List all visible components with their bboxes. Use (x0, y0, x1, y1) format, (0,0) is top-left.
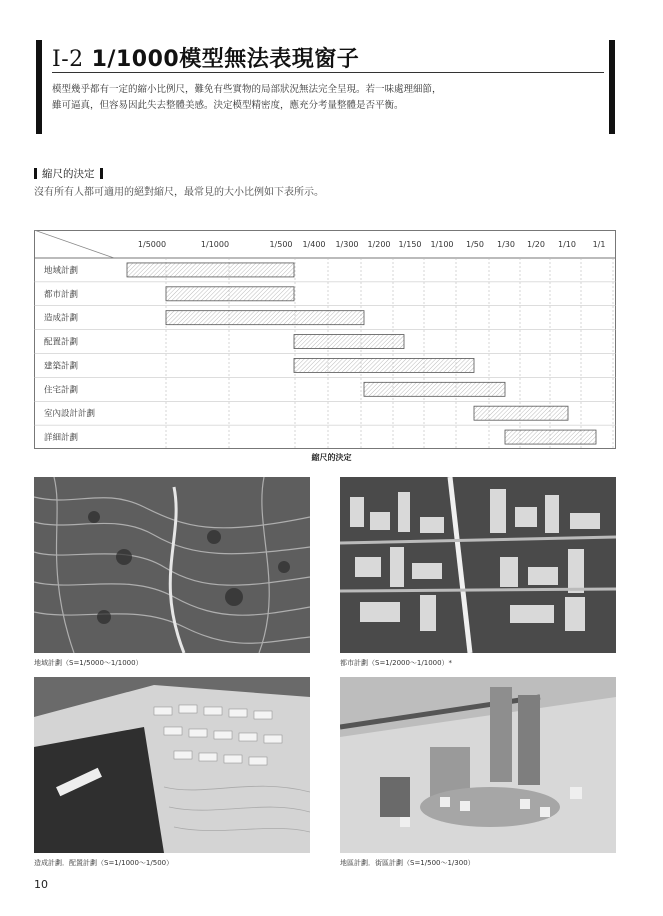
intro-line-1: 模型幾乎都有一定的縮小比例尺，難免有些實物的局部狀況無法完全呈現。若一味處理細節， (52, 84, 442, 95)
scale-header: 1/50 (466, 240, 484, 249)
range-bar (294, 358, 474, 372)
row-label: 詳細計劃 (44, 433, 79, 444)
scale-header: 1/400 (302, 240, 326, 249)
range-bar (505, 430, 596, 444)
scale-header: 1/500 (269, 240, 293, 249)
title-rule (52, 72, 604, 73)
scale-header: 1/20 (527, 240, 545, 249)
range-bar (166, 311, 364, 325)
chart-caption: 縮尺的決定 (311, 453, 352, 462)
photo-urban-model (340, 477, 616, 653)
row-label: 室內設計計劃 (44, 409, 96, 420)
section-heading (34, 166, 103, 181)
row-labels (44, 265, 96, 443)
heading-marker-right (100, 168, 103, 179)
page-number: 10 (34, 878, 48, 891)
photo-caption-2: 都市計劃（S=1/2000～1/1000）* (340, 659, 453, 667)
scale-header: 1/100 (430, 240, 454, 249)
scale-chart (34, 230, 616, 449)
scale-header: 1/200 (367, 240, 391, 249)
scale-header: 1/10 (558, 240, 576, 249)
header-diagonal (34, 230, 114, 258)
photo-caption-1: 地域計劃（S=1/5000～1/1000） (34, 659, 143, 667)
heading-marker-left (34, 168, 37, 179)
row-label: 地域計劃 (44, 265, 79, 276)
row-label: 配置計劃 (44, 337, 79, 348)
range-bar (294, 335, 404, 349)
row-label: 都市計劃 (44, 289, 79, 300)
page-title (52, 42, 359, 73)
title-text: 1/1000模型無法表現窗子 (91, 47, 360, 72)
scale-header: 1/30 (497, 240, 515, 249)
scale-headers (138, 240, 606, 249)
section-title: 縮尺的決定 (42, 168, 95, 180)
range-bar (127, 263, 294, 277)
range-bar (166, 287, 294, 301)
header-left-bar (36, 40, 42, 134)
header-right-bar (609, 40, 615, 134)
scale-header: 1/5000 (137, 240, 167, 249)
photo-site-model (34, 677, 310, 853)
section-description: 沒有所有人都可適用的絕對縮尺，最常見的大小比例如下表所示。 (34, 187, 324, 198)
photo-caption-3: 造成計劃．配置計劃（S=1/1000～1/500） (34, 859, 174, 867)
scale-header: 1/1000 (200, 240, 230, 249)
intro-line-2: 雖可逼真，但容易因此失去整體美感。決定模型精密度，應充分考量整體是否平衡。 (52, 100, 404, 111)
row-label: 造成計劃 (44, 313, 79, 324)
scale-header: 1/150 (398, 240, 422, 249)
scale-header: 1/300 (335, 240, 359, 249)
intro-paragraph (52, 82, 602, 114)
row-label: 住宅計劃 (44, 385, 79, 396)
photo-regional-model (34, 477, 310, 653)
range-bar (474, 406, 568, 420)
section-number: I-2 (52, 47, 84, 72)
row-label: 建築計劃 (44, 361, 79, 372)
photo-district-model (340, 677, 616, 853)
photo-caption-4: 地區計劃．街區計劃（S=1/500～1/300） (340, 859, 475, 867)
range-bar (364, 382, 505, 396)
scale-header: 1/1 (592, 240, 606, 249)
